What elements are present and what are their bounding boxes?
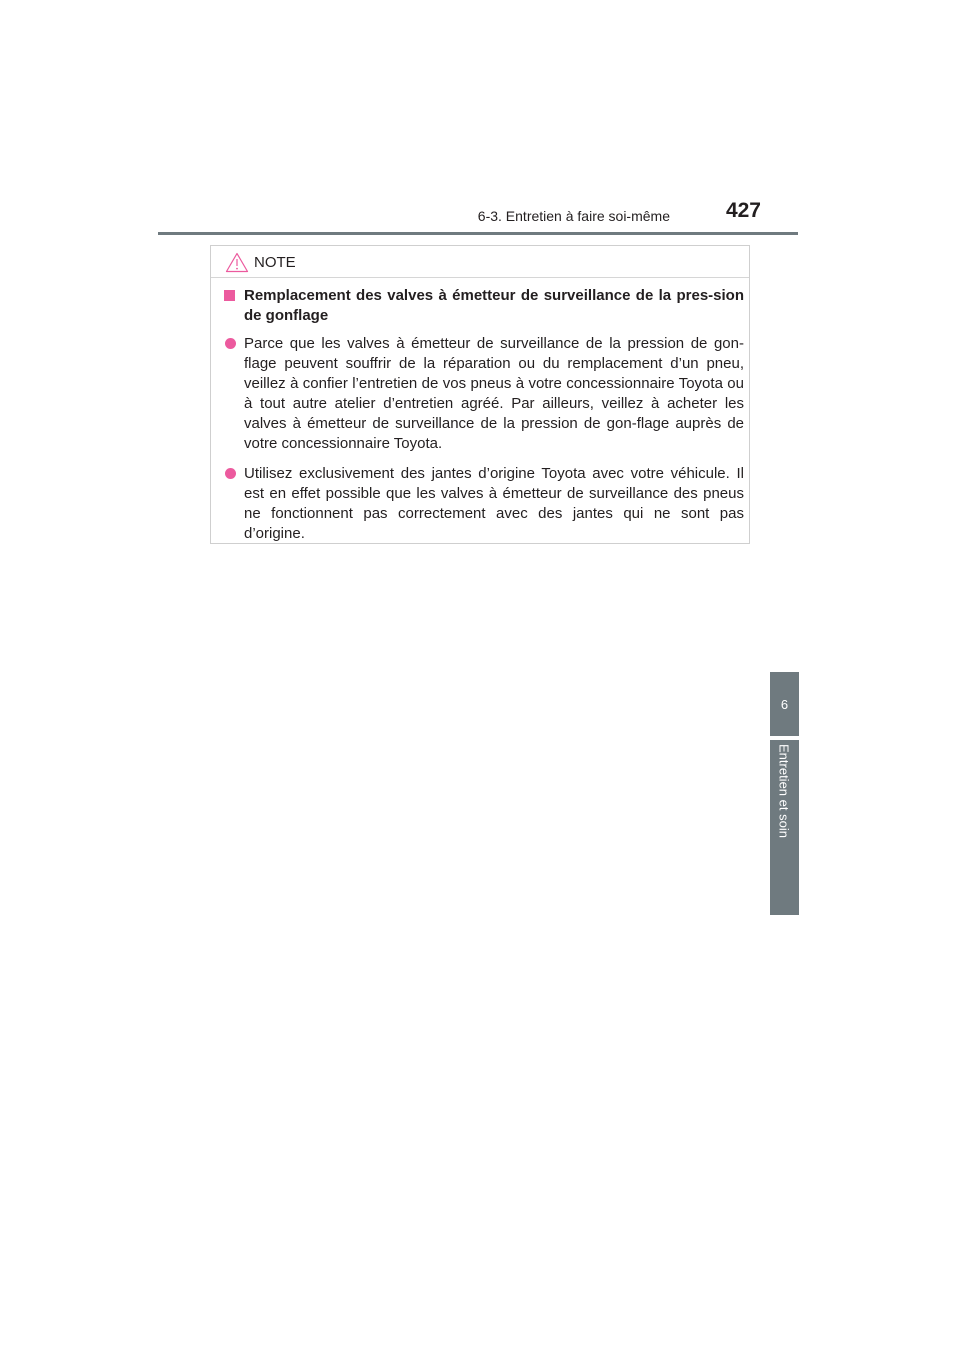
list-item (244, 334, 744, 454)
section-heading-text: Remplacement des valves à émetteur de surveillance de la pres-sion de gonflage (244, 287, 744, 324)
note-box (210, 245, 750, 544)
page-number: 427 (725, 199, 761, 222)
chapter-tab-number (770, 672, 799, 736)
header-divider (158, 232, 798, 235)
chapter-number: 6 (780, 696, 789, 712)
section-heading (244, 286, 744, 326)
list-item-text: Utilisez exclusivement des jantes d’origine Toyota avec votre véhicule. Il est en effet possible que les valves à émetteur de surveillance des pneus ne fonctionnent pas correctement avec des jantes qui ne sont pas d’origine. (244, 465, 744, 542)
note-body (211, 286, 749, 544)
warning-triangle-icon (225, 252, 249, 273)
round-bullet-icon (225, 338, 236, 349)
chapter-tab-label (770, 740, 799, 915)
note-header (211, 246, 749, 278)
list-item-text: Parce que les valves à émetteur de surveillance de la pression de gon-flage peuvent souffrir de la réparation ou du remplacement d’un pneu, veillez à confier l’entretien de vos pneus à votre concessionnaire Toyota ou à tout autre atelier d’entretien agréé. Par ailleurs, veillez à acheter les valves à émetteur de surveillance de la pression de gon-flage auprès de votre concessionnaire Toyota. (244, 335, 744, 452)
section-title: 6-3. Entretien à faire soi-même (477, 208, 670, 224)
square-bullet-icon (224, 290, 235, 301)
note-label: NOTE (254, 254, 296, 271)
round-bullet-icon (225, 468, 236, 479)
chapter-label: Entretien et soin (776, 744, 792, 838)
list-item (244, 464, 744, 544)
